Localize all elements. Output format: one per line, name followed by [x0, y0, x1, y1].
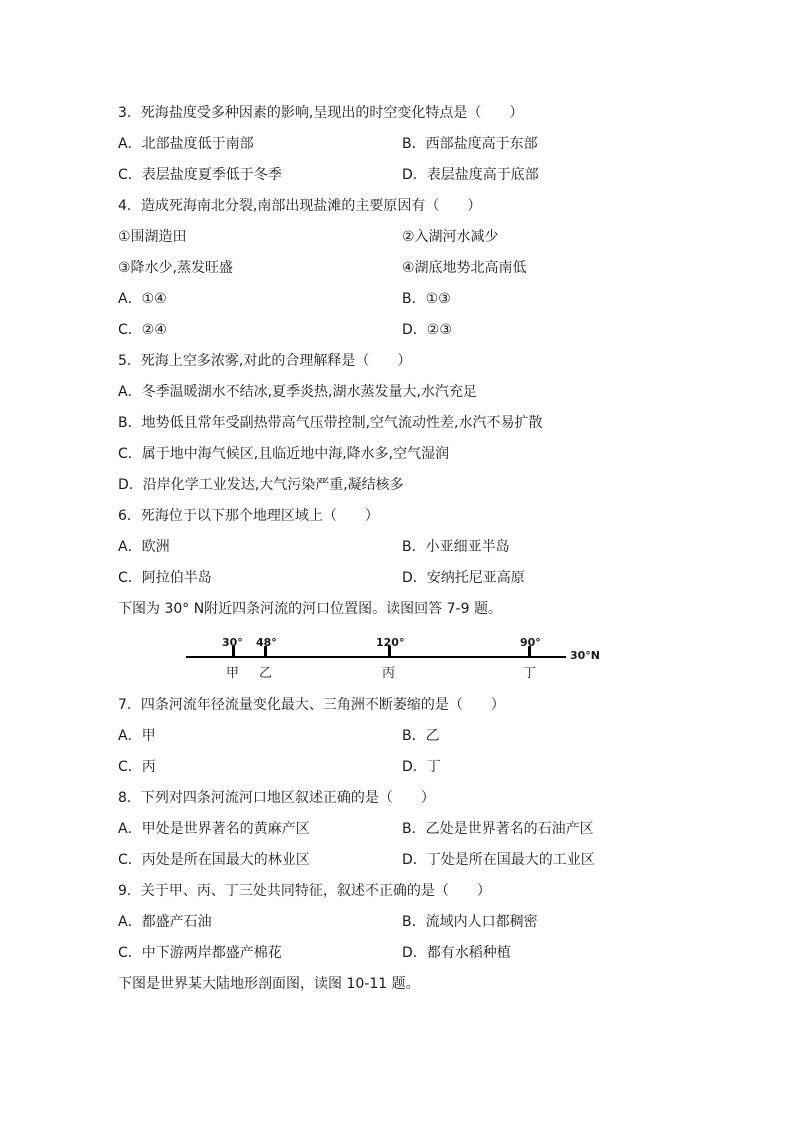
- q7-option-c: C．丙: [118, 759, 156, 775]
- question-6-stem: 6．死海位于以下那个地理区域上（ ）: [118, 508, 379, 524]
- river-mouth-diagram: [180, 636, 610, 682]
- q3-option-c: C．表层盐度夏季低于冬季: [118, 167, 282, 183]
- q3-option-a: A．北部盐度低于南部: [118, 136, 254, 152]
- question-4-stem: 4．造成死海南北分裂,南部出现盐滩的主要原因有（ ）: [118, 198, 482, 214]
- latitude-line: [186, 656, 566, 658]
- q6-option-d: D．安纳托尼亚高原: [402, 570, 525, 586]
- degree-bing: 120°: [376, 636, 405, 649]
- q4-option-c: C．②④: [118, 322, 167, 338]
- q5-option-d: D．沿岸化学工业发达,大气污染严重,凝结核多: [118, 477, 404, 493]
- q6-option-c: C．阿拉伯半岛: [118, 570, 212, 586]
- q7-option-b: B．乙: [402, 728, 440, 744]
- q9-option-b: B．流域内人口都稠密: [402, 914, 538, 930]
- q4-item-2: ②入湖河水减少: [402, 229, 499, 245]
- q5-option-c: C．属于地中海气候区,且临近地中海,降水多,空气湿润: [118, 446, 450, 462]
- q9-option-a: A．都盛产石油: [118, 914, 212, 930]
- q6-option-a: A．欧洲: [118, 539, 170, 555]
- figure-intro-10-11: 下图是世界某大陆地形剖面图，读图 10-11 题。: [118, 976, 420, 992]
- q4-item-3: ③降水少,蒸发旺盛: [118, 260, 234, 276]
- latitude-label: 30°N: [570, 649, 601, 662]
- q4-option-a: A．①④: [118, 291, 167, 307]
- question-3-stem: 3．死海盐度受多种因素的影响,呈现出的时空变化特点是（ ）: [118, 105, 524, 121]
- degree-yi: 48°: [256, 636, 277, 649]
- label-bing: 丙: [382, 666, 396, 681]
- question-5-stem: 5．死海上空多浓雾,对此的合理解释是（ ）: [118, 353, 412, 369]
- q8-option-c: C．丙处是所在国最大的林业区: [118, 852, 310, 868]
- q9-option-c: C．中下游两岸都盛产棉花: [118, 945, 282, 961]
- q4-option-b: B．①③: [402, 291, 451, 307]
- q4-option-d: D．②③: [402, 322, 452, 338]
- q5-option-a: A．冬季温暖湖水不结冰,夏季炎热,湖水蒸发量大,水汽充足: [118, 384, 477, 400]
- q3-option-b: B．西部盐度高于东部: [402, 136, 538, 152]
- q7-option-a: A．甲: [118, 728, 156, 744]
- q6-option-b: B．小亚细亚半岛: [402, 539, 510, 555]
- degree-ding: 90°: [520, 636, 541, 649]
- q8-option-a: A．甲处是世界著名的黄麻产区: [118, 821, 310, 837]
- degree-jia: 30°: [222, 636, 243, 649]
- q3-option-d: D．表层盐度高于底部: [402, 167, 539, 183]
- q8-option-b: B．乙处是世界著名的石油产区: [402, 821, 594, 837]
- figure-intro-7-9: 下图为 30° N附近四条河流的河口位置图。读图回答 7-9 题。: [118, 601, 502, 617]
- question-7-stem: 7．四条河流年径流量变化最大、三角洲不断萎缩的是（ ）: [118, 697, 505, 713]
- label-ding: 丁: [523, 666, 537, 681]
- question-9-stem: 9．关于甲、丙、丁三处共同特征，叙述不正确的是（ ）: [118, 883, 491, 899]
- label-yi: 乙: [259, 666, 273, 681]
- q4-item-1: ①围湖造田: [118, 229, 187, 245]
- label-jia: 甲: [226, 666, 240, 681]
- q8-option-d: D．丁处是所在国最大的工业区: [402, 852, 595, 868]
- q4-item-4: ④湖底地势北高南低: [402, 260, 527, 276]
- q9-option-d: D．都有水稻种植: [402, 945, 511, 961]
- question-8-stem: 8．下列对四条河流河口地区叙述正确的是（ ）: [118, 790, 435, 806]
- q5-option-b: B．地势低且常年受副热带高气压带控制,空气流动性差,水汽不易扩散: [118, 415, 543, 431]
- q7-option-d: D．丁: [402, 759, 441, 775]
